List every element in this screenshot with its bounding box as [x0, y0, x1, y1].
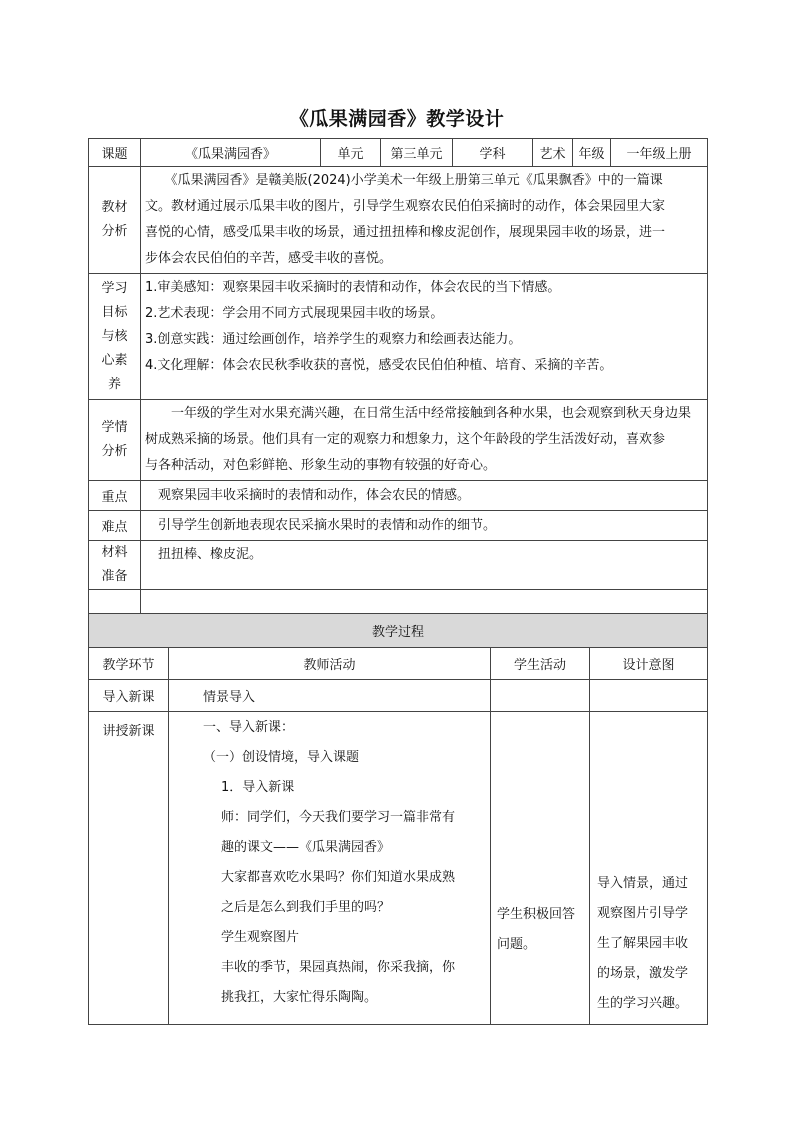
- goals-label: 学习 目标 与核 心素 养: [89, 274, 141, 400]
- goal-item: 2.艺术表现：学会用不同方式展现果园丰收的场景。: [145, 306, 444, 321]
- empty-row: [89, 590, 708, 616]
- students-text: 一年级的学生对水果充满兴趣，在日常生活中经常接触到各种水果，也会观察到秋天身边果 树成熟采摘的场景。他们具有一定的观察力和想象力，这个年龄段的学生活泼好动，喜欢参 与各种活动，对色彩鲜艳、形象生动的事物有较强的好奇心。: [141, 400, 708, 481]
- subject-value: 艺术: [533, 139, 573, 167]
- process-table: [88, 613, 708, 1025]
- main-teacher: 一、导入新课： （一）创设情境，导入课题 1．导入新课 师：同学们，今天我们要学习一篇非常有 趣的课文——《瓜果满园香》 大家都喜欢吃水果吗？你们知道水果成熟 之后是怎么到我们手里的吗？ 学生观察图片 丰收的季节，果园真热闹，你采我摘，你 挑我扛，大家忙得乐陶陶。: [169, 712, 491, 1025]
- grade-label: 年级: [573, 139, 611, 167]
- key-point-text: 观察果园丰收采摘时的表情和动作，体会农民的情感。: [141, 481, 708, 511]
- process-header-row: [89, 614, 708, 648]
- process-header: 教学过程: [89, 614, 708, 648]
- column-header-teacher: 教师活动: [169, 648, 491, 680]
- difficulty-label: 难点: [89, 511, 141, 541]
- materials-row: [89, 541, 708, 590]
- materials-text: 扭扭棒、橡皮泥。: [141, 541, 708, 590]
- goal-item: 3.创意实践：通过绘画创作，培养学生的观察力和绘画表达能力。: [145, 332, 522, 347]
- topic-row: [89, 139, 708, 167]
- main-intent: 导入情景，通过 观察图片引导学 生了解果园丰收 的场景，激发学 生的学习兴趣。: [590, 712, 708, 1025]
- difficulty-row: [89, 511, 708, 541]
- main-stage: 讲授新课: [89, 712, 169, 1025]
- goal-item: 1.审美感知：观察果园丰收采摘时的表情和动作，体会农民的当下情感。: [145, 280, 561, 295]
- analysis-label: 教材 分析: [89, 167, 141, 274]
- process-columns-row: [89, 648, 708, 680]
- empty-cell: [89, 590, 141, 616]
- topic-value: 《瓜果满园香》: [141, 139, 321, 167]
- intro-row: [89, 680, 708, 712]
- subject-label: 学科: [453, 139, 533, 167]
- unit-label: 单元: [321, 139, 381, 167]
- topic-label: 课题: [89, 139, 141, 167]
- goals-list: [141, 274, 708, 400]
- key-point-row: [89, 481, 708, 511]
- analysis-text: 《瓜果满园香》是赣美版(2024)小学美术一年级上册第三单元《瓜果飘香》中的一篇课 文。教材通过展示瓜果丰收的图片，引导学生观察农民伯伯采摘时的动作，体会果园里大家 喜悦的心情，感受瓜果丰收的场景，通过扭扭棒和橡皮泥创作，展现果园丰收的场景，进一 步体会农民伯伯的辛苦，感受丰收的喜悦。: [141, 167, 708, 274]
- grade-value: 一年级上册: [611, 139, 708, 167]
- intro-student: [491, 680, 590, 712]
- students-row: [89, 400, 708, 481]
- column-header-intent: 设计意图: [590, 648, 708, 680]
- intro-stage: 导入新课: [89, 680, 169, 712]
- column-header-student: 学生活动: [491, 648, 590, 680]
- intro-intent: [590, 680, 708, 712]
- column-header-stage: 教学环节: [89, 648, 169, 680]
- main-row: [89, 712, 708, 1025]
- difficulty-text: 引导学生创新地表现农民采摘水果时的表情和动作的细节。: [141, 511, 708, 541]
- goal-item: 4.文化理解：体会农民秋季收获的喜悦，感受农民伯伯种植、培育、采摘的辛苦。: [145, 358, 613, 373]
- lesson-info-table: [88, 138, 708, 616]
- intro-teacher: 情景导入: [169, 680, 491, 712]
- main-student: 学生积极回答 问题。: [491, 712, 590, 1025]
- empty-cell: [141, 590, 708, 616]
- document-title: 《瓜果满园香》教学设计: [289, 108, 505, 130]
- analysis-row: [89, 167, 708, 274]
- unit-value: 第三单元: [381, 139, 453, 167]
- key-point-label: 重点: [89, 481, 141, 511]
- students-label: 学情 分析: [89, 400, 141, 481]
- goals-row: [89, 274, 708, 400]
- materials-label: 材料 准备: [89, 541, 141, 590]
